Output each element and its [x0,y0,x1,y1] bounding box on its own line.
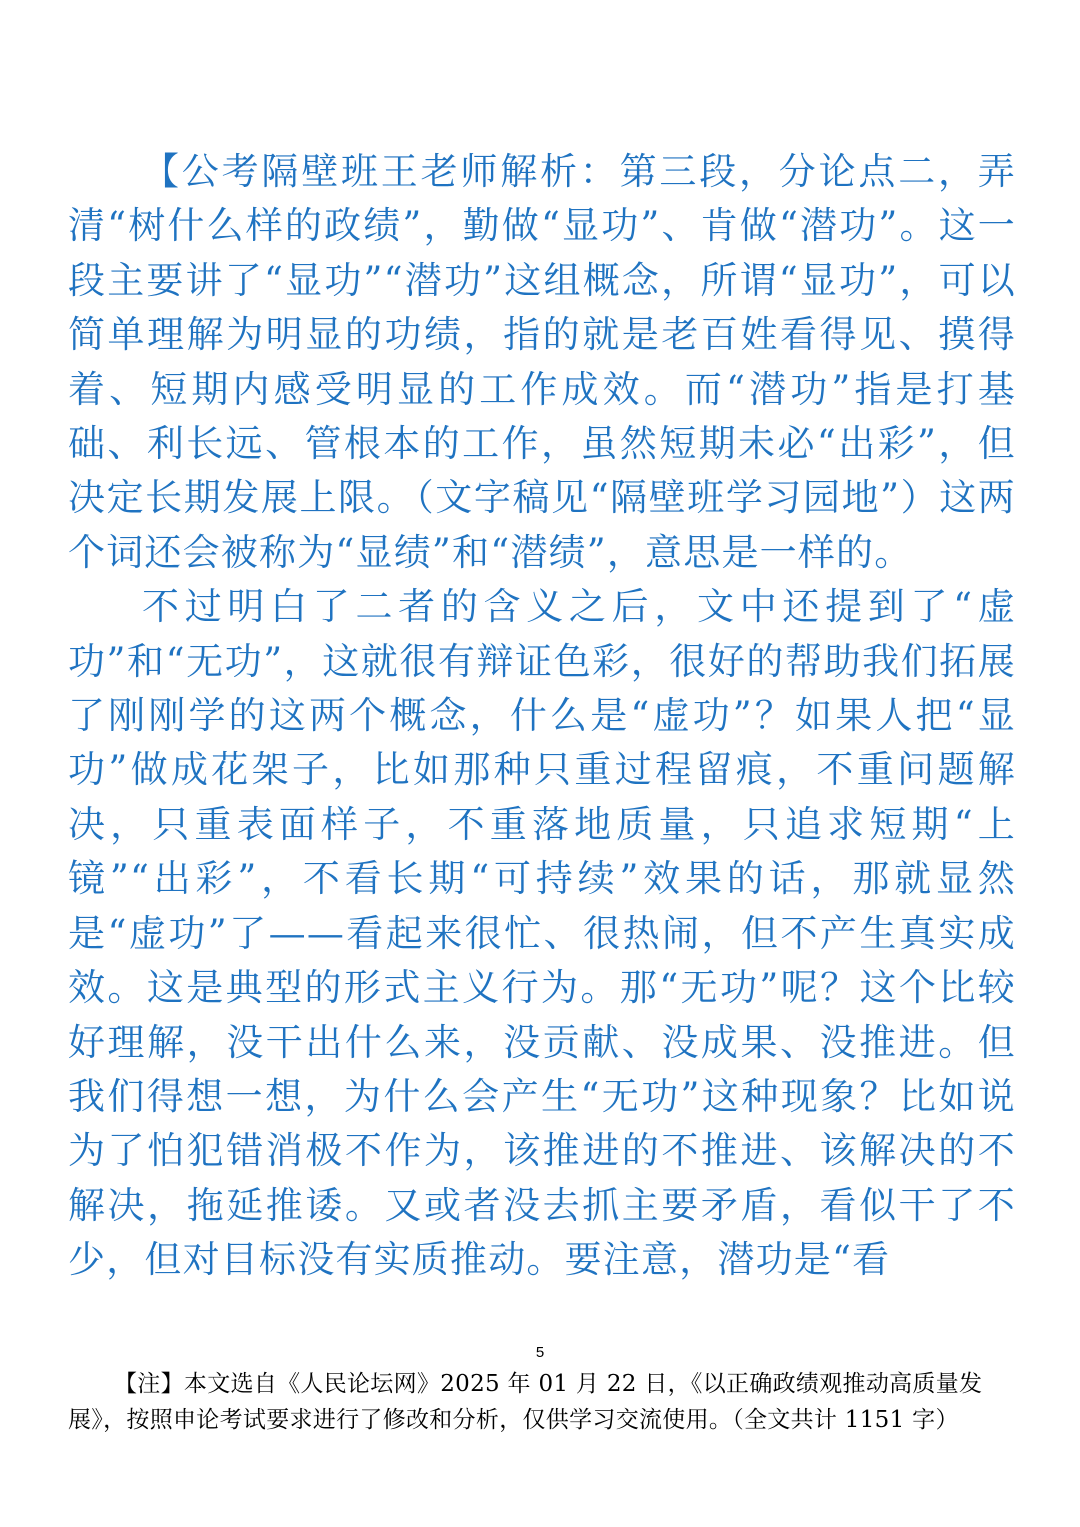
analysis-body [68,145,1016,1288]
footnote-text: 【注】本文选自《人民论坛网》2025 年 01 月 22 日，《以正确政绩观推动高质量发展》，按照申论考试要求进行了修改和分析，仅供学习交流使用。（全文共计 1151 字） [68,1371,983,1433]
source-footnote [68,1366,1016,1438]
analysis-paragraph-1: 【公考隔壁班王老师解析：第三段，分论点二，弄清“树什么样的政绩”，勤做“显功”、肯做“潜功”。这一段主要讲了“显功”“潜功”这组概念，所谓“显功”，可以简单理解为明显的功绩，指的就是老百姓看得见、摸得着、短期内感受明显的工作成效。而“潜功”指是打基础、利长远、管根本的工作，虽然短期未必“出彩”，但决定长期发展上限。（文字稿见“隔壁班学习园地”）这两个词还会被称为“显绩”和“潜绩”，意思是一样的。 [68,150,1016,574]
analysis-paragraph-2: 不过明白了二者的含义之后，文中还提到了“虚功”和“无功”，这就很有辩证色彩，很好的帮助我们拓展了刚刚学的这两个概念，什么是“虚功”？如果人把“显功”做成花架子，比如那种只重过程留痕，不重问题解决，只重表面样子，不重落地质量，只追求短期“上镜”“出彩”，不看长期“可持续”效果的话，那就显然是“虚功”了——看起来很忙、很热闹，但不产生真实成效。这是典型的形式主义行为。那“无功”呢？这个比较好理解，没干出什么来，没贡献、没成果、没推进。但我们得想一想，为什么会产生“无功”这种现象？比如说为了怕犯错消极不作为，该推进的不推进、该解决的不解决，拖延推诿。又或者没去抓主要矛盾，看似干了不少，但对目标没有实质推动。要注意，潜功是“看 [68,585,1016,1282]
page-number: 5 [535,1344,545,1361]
